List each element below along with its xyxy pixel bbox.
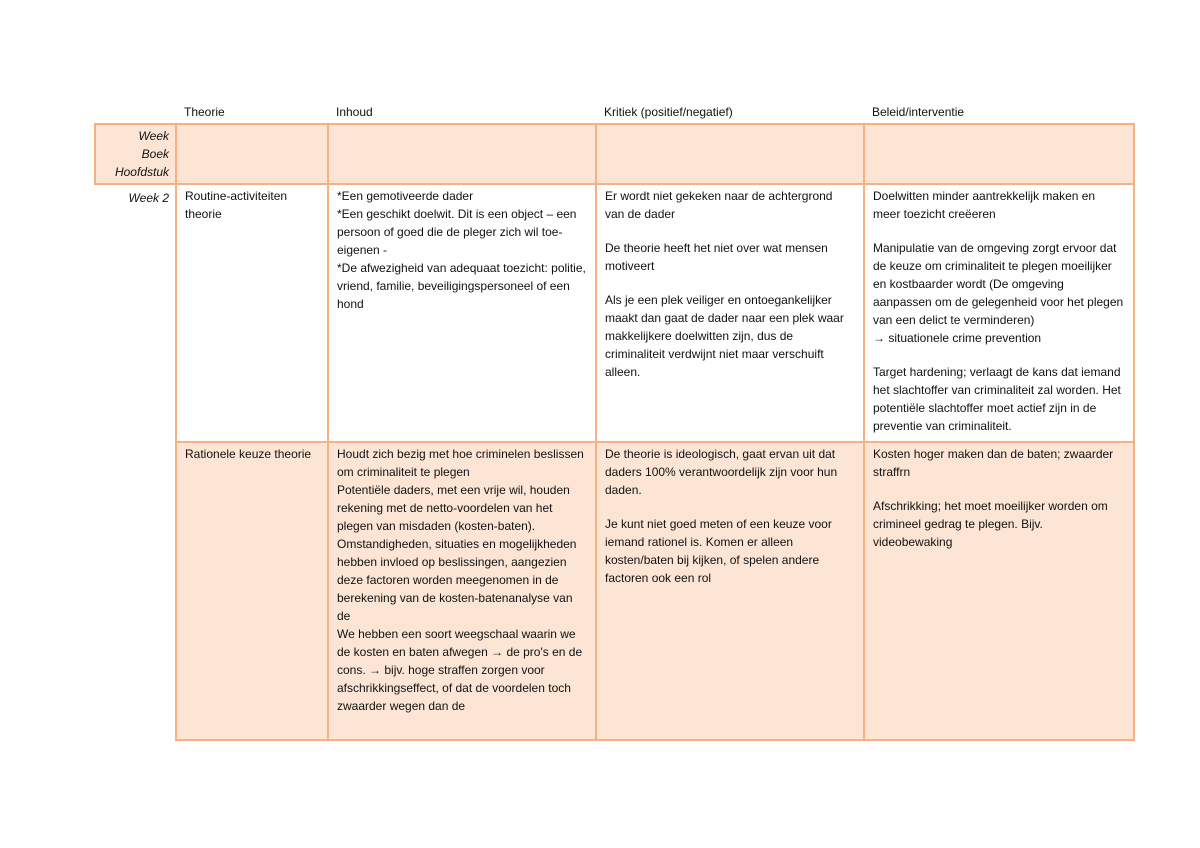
header-critique: Kritiek (positief/negatief) [604,105,733,119]
meta-cell-theory [176,124,328,184]
content-line: *Een geschikt doelwit. Dit is een object – een persoon of goed die de pleger zich wil toe-eigenen - [337,207,577,257]
table-row [95,442,1134,740]
policy-paragraph: Doelwitten minder aantrekkelijk maken en meer toezicht creëeren [873,189,1096,221]
meta-cell-policy [864,124,1134,184]
policy-paragraph: → situationele crime prevention [873,331,1042,345]
cell-content [328,184,596,442]
meta-row [95,124,1134,184]
critique-paragraph: De theorie is ideologisch, gaat ervan uit dat daders 100% verantwoordelijk zijn voor hun daden. [605,447,838,497]
meta-cell-critique [596,124,864,184]
header-theory: Theorie [184,105,225,119]
cell-content [328,442,596,740]
cell-policy [864,442,1134,740]
theory-name: Routine-activiteiten theorie [185,189,288,221]
content-line: Omstandigheden, situaties en mogelijkheden hebben invloed op beslissingen, aangezien deze factoren worden meegenomen in de berekening van de kosten-batenanalyse van de [337,537,577,623]
content-line: Houdt zich bezig met hoe criminelen beslissen om criminaliteit te plegen [337,447,584,479]
header-row [95,101,1134,124]
critique-paragraph: Als je een plek veiliger en ontoegankelijker maakt dan gaat de dader naar een plek waar makkelijkere doelwitten zijn, dus de criminaliteit verdwijnt niet maar verschuift alleen. [605,293,844,379]
content-line: We hebben een soort weegschaal waarin we de kosten en baten afwegen → de pro's en de cons. → bijv. hoge straffen zorgen voor afschrikkingseffect, of dat de voordelen toch zwaarder wegen dan de [337,627,583,713]
cell-critique [596,442,864,740]
content-line: *De afwezigheid van adequaat toezicht: politie, vriend, familie, beveiligingspersoneel of een hond [337,261,586,311]
header-empty [95,101,176,124]
policy-paragraph: Kosten hoger maken dan de baten; zwaarder straffrn [873,447,1114,479]
policy-paragraph: Manipulatie van de omgeving zorgt ervoor dat de keuze om criminaliteit te plegen moeilijker en kostbaarder wordt (De omgeving aanpassen om de gelegenheid voor het plegen van een delict te verminderen) [873,241,1124,327]
cell-theory [176,184,328,442]
label-book: Boek [141,147,169,161]
label-chapter: Hoofdstuk [114,165,169,179]
cell-policy [864,184,1134,442]
content-line: *Een gemotiveerde dader [337,189,474,203]
critique-paragraph: Je kunt niet goed meten of een keuze voor iemand rationel is. Komen er alleen kosten/baten bij kijken, of spelen andere factoren ook een rol [605,517,832,585]
table-row [95,184,1134,442]
row-week-label [95,442,176,740]
critique-paragraph: De theorie heeft het niet over wat mensen motiveert [605,241,828,273]
cell-theory [176,442,328,740]
meta-row-label [95,124,176,184]
header-policy: Beleid/interventie [872,105,965,119]
label-week: Week [138,129,169,143]
header-content: Inhoud [336,105,373,119]
meta-cell-content [328,124,596,184]
theory-name: Rationele keuze theorie [185,447,312,461]
theory-table [94,101,1135,741]
policy-paragraph: Afschrikking; het moet moeilijker worden om crimineel gedrag te plegen. Bijv. videobewaking [873,499,1108,549]
cell-critique [596,184,864,442]
content-line: Potentiële daders, met een vrije wil, houden rekening met de netto-voordelen van het plegen van misdaden (kosten-baten). [337,483,570,533]
row-week-label: Week 2 [128,191,169,205]
critique-paragraph: Er wordt niet gekeken naar de achtergrond van de dader [605,189,833,221]
policy-paragraph: Target hardening; verlaagt de kans dat iemand het slachtoffer van criminaliteit zal worden. Het potentiële slachtoffer moet actief zijn in de preventie van criminaliteit. [873,365,1121,433]
